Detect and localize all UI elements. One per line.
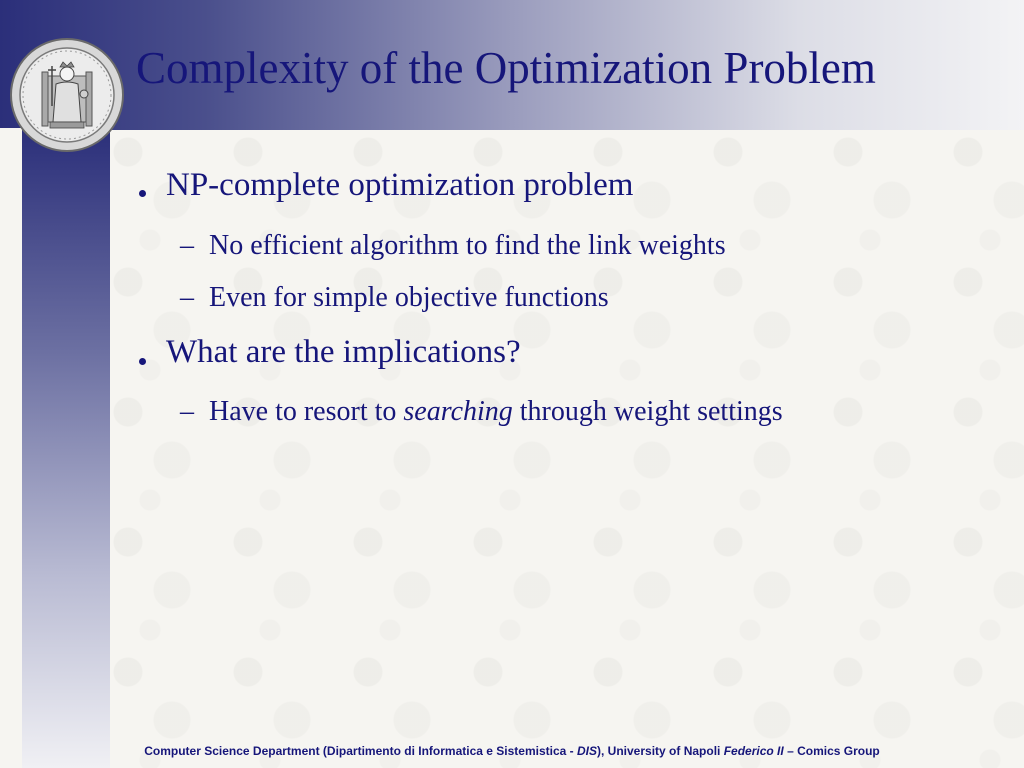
comics-watermark-background xyxy=(110,130,1024,768)
bullet-dot xyxy=(139,190,146,197)
dash-icon: – xyxy=(180,396,194,427)
left-gradient-bar xyxy=(22,128,110,768)
bullet-dot xyxy=(139,358,146,365)
emphasis-searching: searching xyxy=(403,396,513,427)
sub-text-after: through weight settings xyxy=(512,396,783,427)
bullet-2: What are the implications? xyxy=(166,334,521,370)
dash-icon: – xyxy=(180,282,194,313)
sub-bullet-2-1 xyxy=(209,398,783,426)
footer-part2: ), University of Napoli xyxy=(597,744,724,758)
footer-part3: – Comics Group xyxy=(783,744,880,758)
bullet-1: NP-complete optimization problem xyxy=(166,167,634,203)
footer-part1: Computer Science Department (Dipartimento di Informatica e Sistemistica - xyxy=(144,744,577,758)
dash-icon: – xyxy=(180,230,194,261)
slide-footer xyxy=(0,744,1024,758)
sidebar-margin xyxy=(0,128,22,768)
sub-bullet-1-1: No efficient algorithm to find the link weights xyxy=(209,230,726,261)
university-seal-icon xyxy=(8,36,126,154)
footer-federico: Federico II xyxy=(723,744,784,758)
footer-dis: DIS xyxy=(577,744,598,758)
sub-text-before: Have to resort to xyxy=(209,396,404,427)
slide-title: Complexity of the Optimization Problem xyxy=(136,43,876,93)
sub-bullet-1-2: Even for simple objective functions xyxy=(209,282,609,313)
